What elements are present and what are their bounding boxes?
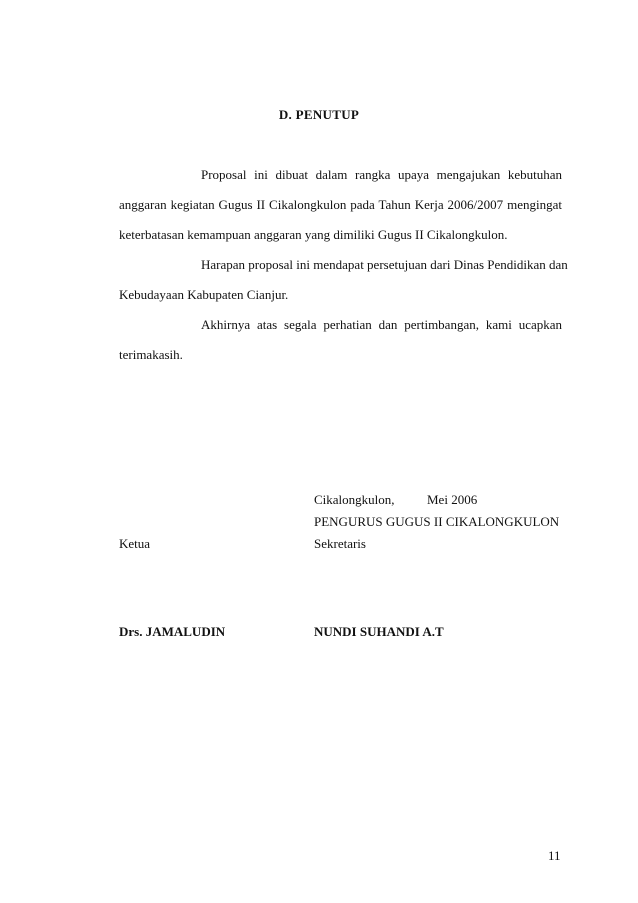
paragraph-2-line-2: Kebudayaan Kabupaten Cianjur. <box>119 287 289 302</box>
section-heading: D. PENUTUP <box>278 107 360 122</box>
paragraph-3-line-2: terimakasih. <box>119 347 183 362</box>
paragraph-2-line-1: Harapan proposal ini mendapat persetujuan dari Dinas Pendidikan dan <box>201 257 568 272</box>
signature-organization: PENGURUS GUGUS II CIKALONGKULON <box>314 514 560 529</box>
paragraph-3-line-1: Akhirnya atas segala perhatian dan pertimbangan, kami ucapkan <box>201 317 562 332</box>
left-signer-name: Drs. JAMALUDIN <box>119 624 226 639</box>
signature-place: Cikalongkulon, <box>314 492 395 507</box>
paragraph-1-line-2: anggaran kegiatan Gugus II Cikalongkulon pada Tahun Kerja 2006/2007 mengingat <box>119 197 562 212</box>
paragraph-1-line-3: keterbatasan kemampuan anggaran yang dimiliki Gugus II Cikalongkulon. <box>119 227 508 242</box>
signature-date: Mei 2006 <box>427 492 478 507</box>
right-signer-name: NUNDI SUHANDI A.T <box>314 624 444 639</box>
page-number: 11 <box>548 848 561 863</box>
left-signer-role: Ketua <box>119 536 151 551</box>
paragraph-1-line-1: Proposal ini dibuat dalam rangka upaya mengajukan kebutuhan <box>201 167 562 182</box>
right-signer-role: Sekretaris <box>314 536 366 551</box>
